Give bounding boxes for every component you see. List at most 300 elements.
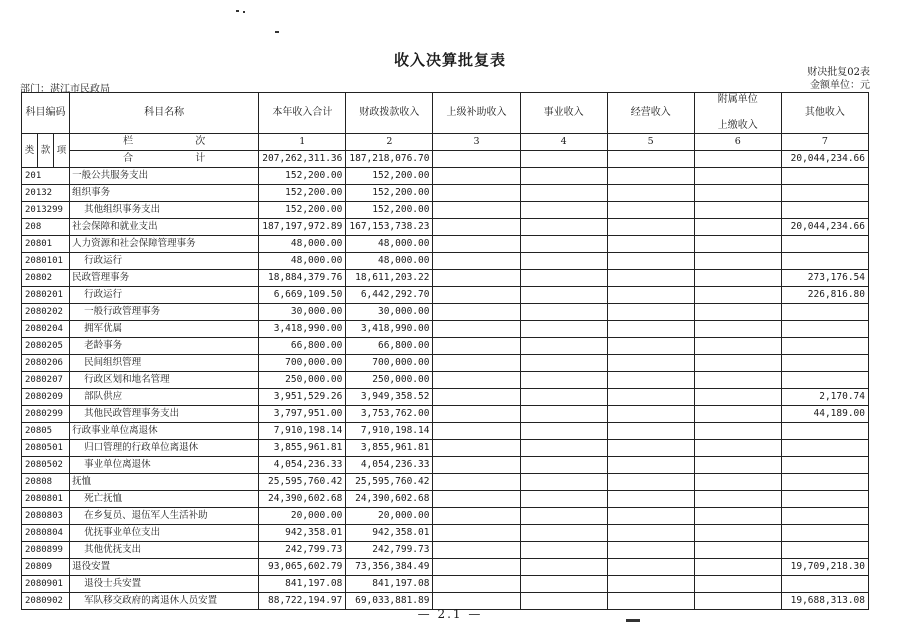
- row-operating: [607, 304, 694, 321]
- table-row: [22, 423, 869, 440]
- row-business: [520, 219, 607, 236]
- table-row: [22, 185, 869, 202]
- row-code: 2080201: [22, 287, 70, 304]
- row-superior: [433, 508, 520, 525]
- row-business: [520, 491, 607, 508]
- row-operating: [607, 406, 694, 423]
- row-operating: [607, 185, 694, 202]
- currency-unit: 金额单位：元: [810, 80, 870, 91]
- row-operating: [607, 253, 694, 270]
- row-superior: [433, 542, 520, 559]
- row-business: [520, 559, 607, 576]
- row-name: 老龄事务: [70, 338, 259, 355]
- header-other: 其他收入: [781, 93, 868, 134]
- row-name: 抚恤: [70, 474, 259, 491]
- row-total: 187,197,972.89: [259, 219, 346, 236]
- row-affiliated: [694, 491, 781, 508]
- row-affiliated: [694, 508, 781, 525]
- row-superior: [433, 491, 520, 508]
- row-name: 事业单位离退休: [70, 457, 259, 474]
- form-number: 财决批复02表: [807, 67, 870, 78]
- row-total: 4,054,236.33: [259, 457, 346, 474]
- total-operating: [607, 151, 694, 168]
- header-lei: 类: [22, 134, 38, 168]
- row-business: [520, 372, 607, 389]
- row-other: [781, 440, 868, 457]
- row-operating: [607, 389, 694, 406]
- table-row: [22, 270, 869, 287]
- row-superior: [433, 287, 520, 304]
- row-affiliated: [694, 185, 781, 202]
- row-operating: [607, 372, 694, 389]
- row-other: 273,176.54: [781, 270, 868, 287]
- row-superior: [433, 219, 520, 236]
- table-row: [22, 304, 869, 321]
- row-fiscal: 66,800.00: [346, 338, 433, 355]
- row-total: 93,065,602.79: [259, 559, 346, 576]
- col-num-7: 7: [781, 134, 868, 151]
- row-other: [781, 321, 868, 338]
- row-affiliated: [694, 423, 781, 440]
- row-other: [781, 474, 868, 491]
- table-row: [22, 338, 869, 355]
- table-row: [22, 508, 869, 525]
- row-superior: [433, 457, 520, 474]
- document-title: 收入决算批复表: [393, 51, 506, 69]
- row-name: 退役安置: [70, 559, 259, 576]
- row-code: 2080501: [22, 440, 70, 457]
- header-xiang: 项: [54, 134, 70, 168]
- table-row: [22, 236, 869, 253]
- row-total: 48,000.00: [259, 253, 346, 270]
- total-other: 20,044,234.66: [781, 151, 868, 168]
- header-kuan: 款: [38, 134, 54, 168]
- row-superior: [433, 525, 520, 542]
- row-total: 6,669,109.50: [259, 287, 346, 304]
- row-affiliated: [694, 321, 781, 338]
- row-superior: [433, 440, 520, 457]
- row-fiscal: 30,000.00: [346, 304, 433, 321]
- row-business: [520, 542, 607, 559]
- row-code: 20132: [22, 185, 70, 202]
- header-total: 本年收入合计: [259, 93, 346, 134]
- row-other: 19,688,313.08: [781, 593, 868, 610]
- row-superior: [433, 576, 520, 593]
- row-fiscal: 3,753,762.00: [346, 406, 433, 423]
- row-affiliated: [694, 389, 781, 406]
- table-row: [22, 542, 869, 559]
- row-operating: [607, 236, 694, 253]
- row-code: 2080801: [22, 491, 70, 508]
- table-row: [22, 491, 869, 508]
- row-superior: [433, 168, 520, 185]
- row-business: [520, 287, 607, 304]
- scan-speck: [236, 10, 239, 12]
- row-affiliated: [694, 559, 781, 576]
- header-name: 科目名称: [70, 93, 259, 134]
- row-code: 2080803: [22, 508, 70, 525]
- row-other: 20,044,234.66: [781, 219, 868, 236]
- row-other: [781, 304, 868, 321]
- row-name: 退役士兵安置: [70, 576, 259, 593]
- row-operating: [607, 440, 694, 457]
- row-superior: [433, 355, 520, 372]
- row-other: 226,816.80: [781, 287, 868, 304]
- row-operating: [607, 202, 694, 219]
- row-fiscal: 242,799.73: [346, 542, 433, 559]
- table-row: [22, 457, 869, 474]
- row-name: 死亡抚恤: [70, 491, 259, 508]
- row-name: 组织事务: [70, 185, 259, 202]
- row-code: 2080101: [22, 253, 70, 270]
- row-superior: [433, 559, 520, 576]
- table-row: [22, 576, 869, 593]
- row-affiliated: [694, 236, 781, 253]
- row-fiscal: 3,949,358.52: [346, 389, 433, 406]
- table-row: [22, 219, 869, 236]
- row-code: 2080207: [22, 372, 70, 389]
- row-total: 66,800.00: [259, 338, 346, 355]
- row-total: 25,595,760.42: [259, 474, 346, 491]
- row-fiscal: 3,855,961.81: [346, 440, 433, 457]
- col-num-3: 3: [433, 134, 520, 151]
- row-fiscal: 4,054,236.33: [346, 457, 433, 474]
- row-superior: [433, 304, 520, 321]
- row-total: 152,200.00: [259, 168, 346, 185]
- row-business: [520, 440, 607, 457]
- header-fiscal: 财政拨款收入: [346, 93, 433, 134]
- row-affiliated: [694, 270, 781, 287]
- row-fiscal: 69,033,881.89: [346, 593, 433, 610]
- row-code: 2080205: [22, 338, 70, 355]
- row-superior: [433, 338, 520, 355]
- row-total: 942,358.01: [259, 525, 346, 542]
- row-affiliated: [694, 372, 781, 389]
- total-row: [22, 151, 869, 168]
- row-business: [520, 474, 607, 491]
- row-superior: [433, 253, 520, 270]
- row-operating: [607, 457, 694, 474]
- row-business: [520, 525, 607, 542]
- row-name: 行政区划和地名管理: [70, 372, 259, 389]
- row-operating: [607, 219, 694, 236]
- row-name: 在乡复员、退伍军人生活补助: [70, 508, 259, 525]
- row-affiliated: [694, 219, 781, 236]
- row-code: 2080804: [22, 525, 70, 542]
- header-code: 科目编码: [22, 93, 70, 134]
- row-affiliated: [694, 304, 781, 321]
- row-name: 其他优抚支出: [70, 542, 259, 559]
- row-affiliated: [694, 542, 781, 559]
- row-other: [781, 542, 868, 559]
- lanci-label: [70, 134, 259, 151]
- row-operating: [607, 576, 694, 593]
- row-affiliated: [694, 474, 781, 491]
- table-row: [22, 406, 869, 423]
- row-other: [781, 185, 868, 202]
- row-superior: [433, 474, 520, 491]
- revenue-table: [21, 92, 869, 610]
- row-name: 社会保障和就业支出: [70, 219, 259, 236]
- table-row: [22, 525, 869, 542]
- row-business: [520, 355, 607, 372]
- row-other: [781, 423, 868, 440]
- table-row: [22, 202, 869, 219]
- table-row: [22, 287, 869, 304]
- heji-char1: 合: [123, 153, 134, 164]
- row-fiscal: 18,611,203.22: [346, 270, 433, 287]
- row-other: [781, 168, 868, 185]
- row-business: [520, 389, 607, 406]
- table-row: [22, 168, 869, 185]
- table-row: [22, 372, 869, 389]
- row-other: [781, 576, 868, 593]
- row-code: 208: [22, 219, 70, 236]
- row-operating: [607, 491, 694, 508]
- row-other: 2,170.74: [781, 389, 868, 406]
- header-affiliated-line1: 附属单位: [717, 94, 758, 105]
- row-fiscal: 3,418,990.00: [346, 321, 433, 338]
- row-fiscal: 24,390,602.68: [346, 491, 433, 508]
- row-code: 2080901: [22, 576, 70, 593]
- row-code: 2080206: [22, 355, 70, 372]
- page-number: — 2.1 —: [417, 607, 483, 621]
- row-code: 2080899: [22, 542, 70, 559]
- row-operating: [607, 542, 694, 559]
- row-operating: [607, 525, 694, 542]
- form-meta: [807, 66, 870, 92]
- total-total: 207,262,311.36: [259, 151, 346, 168]
- row-business: [520, 168, 607, 185]
- row-total: 3,855,961.81: [259, 440, 346, 457]
- row-superior: [433, 389, 520, 406]
- col-num-2: 2: [346, 134, 433, 151]
- row-name: 行政事业单位离退休: [70, 423, 259, 440]
- row-other: [781, 491, 868, 508]
- row-business: [520, 185, 607, 202]
- row-total: 48,000.00: [259, 236, 346, 253]
- row-name: 归口管理的行政单位离退休: [70, 440, 259, 457]
- row-operating: [607, 423, 694, 440]
- row-total: 152,200.00: [259, 185, 346, 202]
- row-name: 一般公共服务支出: [70, 168, 259, 185]
- table-row: [22, 474, 869, 491]
- row-code: 201: [22, 168, 70, 185]
- row-business: [520, 457, 607, 474]
- row-superior: [433, 321, 520, 338]
- row-affiliated: [694, 457, 781, 474]
- row-name: 军队移交政府的离退休人员安置: [70, 593, 259, 610]
- row-other: [781, 202, 868, 219]
- row-name: 人力资源和社会保障管理事务: [70, 236, 259, 253]
- total-business: [520, 151, 607, 168]
- lanci-char1: 栏: [123, 136, 134, 147]
- table-row: [22, 355, 869, 372]
- row-code: 2080204: [22, 321, 70, 338]
- row-superior: [433, 185, 520, 202]
- row-affiliated: [694, 287, 781, 304]
- row-fiscal: 841,197.08: [346, 576, 433, 593]
- row-affiliated: [694, 440, 781, 457]
- row-code: 20805: [22, 423, 70, 440]
- row-name: 民政管理事务: [70, 270, 259, 287]
- row-total: 3,418,990.00: [259, 321, 346, 338]
- row-superior: [433, 236, 520, 253]
- row-total: 24,390,602.68: [259, 491, 346, 508]
- table-row: [22, 389, 869, 406]
- row-total: 841,197.08: [259, 576, 346, 593]
- row-other: 19,709,218.30: [781, 559, 868, 576]
- row-total: 88,722,194.97: [259, 593, 346, 610]
- table-row: [22, 253, 869, 270]
- row-operating: [607, 355, 694, 372]
- row-business: [520, 304, 607, 321]
- total-superior: [433, 151, 520, 168]
- row-code: 2080299: [22, 406, 70, 423]
- row-code: 2080202: [22, 304, 70, 321]
- row-code: 2013299: [22, 202, 70, 219]
- header-superior: 上级补助收入: [433, 93, 520, 134]
- row-other: [781, 236, 868, 253]
- row-operating: [607, 321, 694, 338]
- row-operating: [607, 474, 694, 491]
- header-affiliated-line2: 上缴收入: [717, 120, 758, 131]
- table-row: [22, 440, 869, 457]
- row-business: [520, 508, 607, 525]
- row-operating: [607, 559, 694, 576]
- row-fiscal: 152,200.00: [346, 202, 433, 219]
- row-other: [781, 253, 868, 270]
- scan-speck: [275, 31, 279, 33]
- row-total: 700,000.00: [259, 355, 346, 372]
- column-number-row: [22, 134, 869, 151]
- row-code: 20801: [22, 236, 70, 253]
- row-other: [781, 372, 868, 389]
- row-fiscal: 250,000.00: [346, 372, 433, 389]
- row-operating: [607, 338, 694, 355]
- row-business: [520, 202, 607, 219]
- row-total: 3,797,951.00: [259, 406, 346, 423]
- table-row: [22, 321, 869, 338]
- header-operating: 经营收入: [607, 93, 694, 134]
- row-total: 3,951,529.26: [259, 389, 346, 406]
- row-name: 行政运行: [70, 287, 259, 304]
- row-superior: [433, 270, 520, 287]
- row-code: 20809: [22, 559, 70, 576]
- row-business: [520, 321, 607, 338]
- department-label: 部门：湛江市民政局: [20, 84, 110, 95]
- row-superior: [433, 202, 520, 219]
- total-fiscal: 187,218,076.70: [346, 151, 433, 168]
- row-total: 242,799.73: [259, 542, 346, 559]
- row-affiliated: [694, 576, 781, 593]
- row-superior: [433, 372, 520, 389]
- row-operating: [607, 270, 694, 287]
- row-name: 部队供应: [70, 389, 259, 406]
- row-name: 优抚事业单位支出: [70, 525, 259, 542]
- row-name: 行政运行: [70, 253, 259, 270]
- row-affiliated: [694, 202, 781, 219]
- row-business: [520, 270, 607, 287]
- row-fiscal: 700,000.00: [346, 355, 433, 372]
- row-affiliated: [694, 168, 781, 185]
- col-num-6: 6: [694, 134, 781, 151]
- header-business: 事业收入: [520, 93, 607, 134]
- row-fiscal: 48,000.00: [346, 253, 433, 270]
- row-superior: [433, 423, 520, 440]
- header-row: [22, 93, 869, 134]
- row-code: 2080209: [22, 389, 70, 406]
- row-business: [520, 406, 607, 423]
- row-other: [781, 508, 868, 525]
- row-name: 民间组织管理: [70, 355, 259, 372]
- row-name: 一般行政管理事务: [70, 304, 259, 321]
- row-operating: [607, 287, 694, 304]
- row-operating: [607, 168, 694, 185]
- row-business: [520, 423, 607, 440]
- row-affiliated: [694, 355, 781, 372]
- row-fiscal: 167,153,738.23: [346, 219, 433, 236]
- row-other: [781, 338, 868, 355]
- row-total: 30,000.00: [259, 304, 346, 321]
- heji-label: [70, 151, 259, 168]
- row-total: 18,884,379.76: [259, 270, 346, 287]
- row-fiscal: 6,442,292.70: [346, 287, 433, 304]
- row-other: [781, 355, 868, 372]
- col-num-4: 4: [520, 134, 607, 151]
- heji-char2: 计: [195, 153, 206, 164]
- row-business: [520, 576, 607, 593]
- row-total: 7,910,198.14: [259, 423, 346, 440]
- row-business: [520, 253, 607, 270]
- row-other: [781, 525, 868, 542]
- row-fiscal: 20,000.00: [346, 508, 433, 525]
- row-business: [520, 236, 607, 253]
- row-fiscal: 942,358.01: [346, 525, 433, 542]
- header-affiliated: [694, 93, 781, 134]
- row-operating: [607, 508, 694, 525]
- row-total: 20,000.00: [259, 508, 346, 525]
- row-business: [520, 338, 607, 355]
- row-fiscal: 73,356,384.49: [346, 559, 433, 576]
- row-affiliated: [694, 253, 781, 270]
- row-code: 20802: [22, 270, 70, 287]
- row-fiscal: 7,910,198.14: [346, 423, 433, 440]
- row-name: 其他民政管理事务支出: [70, 406, 259, 423]
- row-affiliated: [694, 338, 781, 355]
- row-name: 其他组织事务支出: [70, 202, 259, 219]
- scan-speck: [626, 619, 640, 622]
- row-affiliated: [694, 525, 781, 542]
- row-fiscal: 152,200.00: [346, 185, 433, 202]
- row-total: 250,000.00: [259, 372, 346, 389]
- row-code: 20808: [22, 474, 70, 491]
- row-fiscal: 48,000.00: [346, 236, 433, 253]
- col-num-5: 5: [607, 134, 694, 151]
- row-affiliated: [694, 406, 781, 423]
- row-code: 2080502: [22, 457, 70, 474]
- lanci-char2: 次: [195, 136, 206, 147]
- total-affiliated: [694, 151, 781, 168]
- row-fiscal: 25,595,760.42: [346, 474, 433, 491]
- row-fiscal: 152,200.00: [346, 168, 433, 185]
- row-total: 152,200.00: [259, 202, 346, 219]
- row-name: 拥军优属: [70, 321, 259, 338]
- scan-speck: [243, 11, 245, 13]
- row-code: 2080902: [22, 593, 70, 610]
- row-other: 44,189.00: [781, 406, 868, 423]
- col-num-1: 1: [259, 134, 346, 151]
